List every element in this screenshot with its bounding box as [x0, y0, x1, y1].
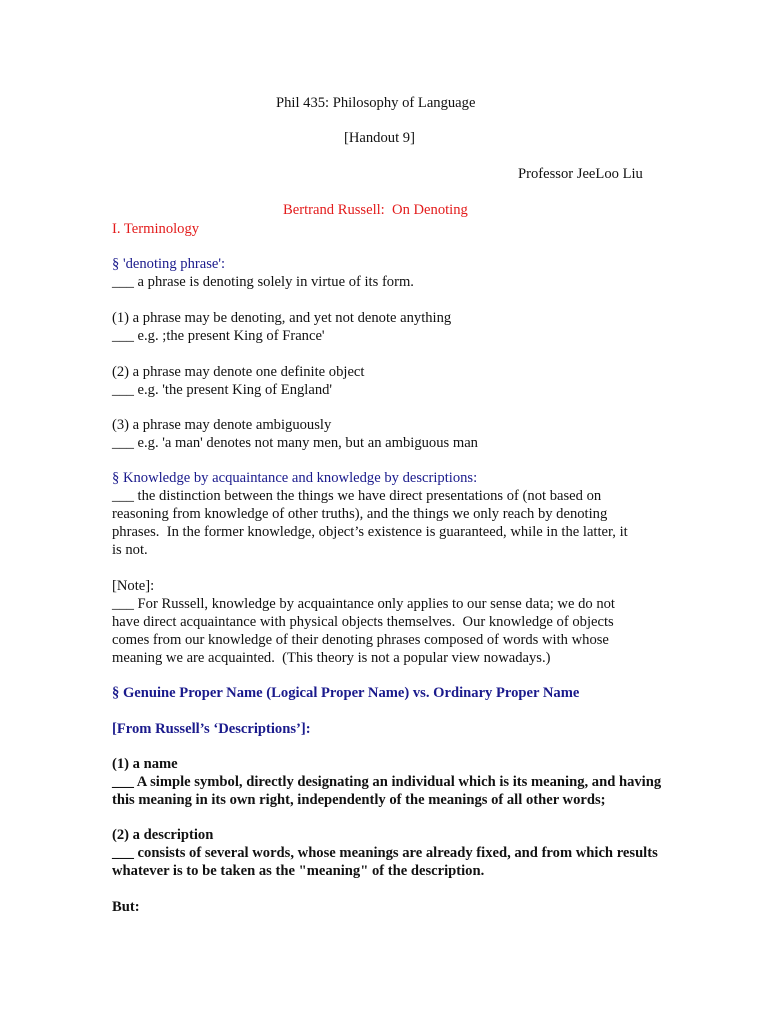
body-line: is not. — [112, 542, 148, 558]
section-heading-terminology: I. Terminology — [112, 221, 200, 237]
body-line-bold: ___ consists of several words, whose meanings are already fixed, and from which results — [112, 845, 658, 861]
note-label: [Note]: — [112, 578, 155, 594]
body-line-bold: ___ A simple symbol, directly designating an individual which is its meaning, and having — [112, 774, 662, 790]
body-line: ___ e.g. 'a man' denotes not many men, but an ambiguous man — [112, 435, 478, 451]
body-line: phrases. In the former knowledge, object’s existence is guaranteed, while in the latter, it — [112, 524, 628, 540]
body-line: (1) a phrase may be denoting, and yet not denote anything — [112, 310, 452, 326]
document-title: Bertrand Russell: On Denoting — [283, 202, 468, 218]
body-line-bold: this meaning in its own right, independently of the meanings of all other words; — [112, 792, 606, 808]
descriptions-quote-heading: [From Russell’s ‘Descriptions’]: — [112, 721, 311, 737]
professor-name: Professor JeeLoo Liu — [518, 166, 643, 182]
body-line: (3) a phrase may denote ambiguously — [112, 417, 332, 433]
acquaintance-heading: § Knowledge by acquaintance and knowledge by descriptions: — [112, 470, 478, 486]
body-line: ___ the distinction between the things we have direct presentations of (not based on — [112, 488, 602, 504]
body-line: meaning we are acquainted. (This theory is not a popular view nowadays.) — [112, 650, 551, 666]
body-line: ___ e.g. ;the present King of France' — [112, 328, 325, 344]
body-line: have direct acquaintance with physical objects themselves. Our knowledge of objects — [112, 614, 614, 630]
proper-name-heading: § Genuine Proper Name (Logical Proper Name) vs. Ordinary Proper Name — [112, 685, 580, 701]
handout-number: [Handout 9] — [344, 130, 415, 146]
body-line: (2) a phrase may denote one definite object — [112, 364, 365, 380]
denoting-phrase-heading: § 'denoting phrase': — [112, 256, 226, 272]
body-line: comes from our knowledge of their denoting phrases composed of words with whose — [112, 632, 609, 648]
description-label: (2) a description — [112, 827, 214, 843]
body-line: ___ a phrase is denoting solely in virtue of its form. — [112, 274, 414, 290]
name-label: (1) a name — [112, 756, 178, 772]
body-line: reasoning from knowledge of other truths), and the things we only reach by denoting — [112, 506, 608, 522]
but-label: But: — [112, 899, 140, 915]
body-line: ___ e.g. 'the present King of England' — [112, 382, 333, 398]
course-title: Phil 435: Philosophy of Language — [276, 95, 476, 111]
body-line: ___ For Russell, knowledge by acquaintance only applies to our sense data; we do not — [112, 596, 615, 612]
body-line-bold: whatever is to be taken as the "meaning" of the description. — [112, 863, 485, 879]
